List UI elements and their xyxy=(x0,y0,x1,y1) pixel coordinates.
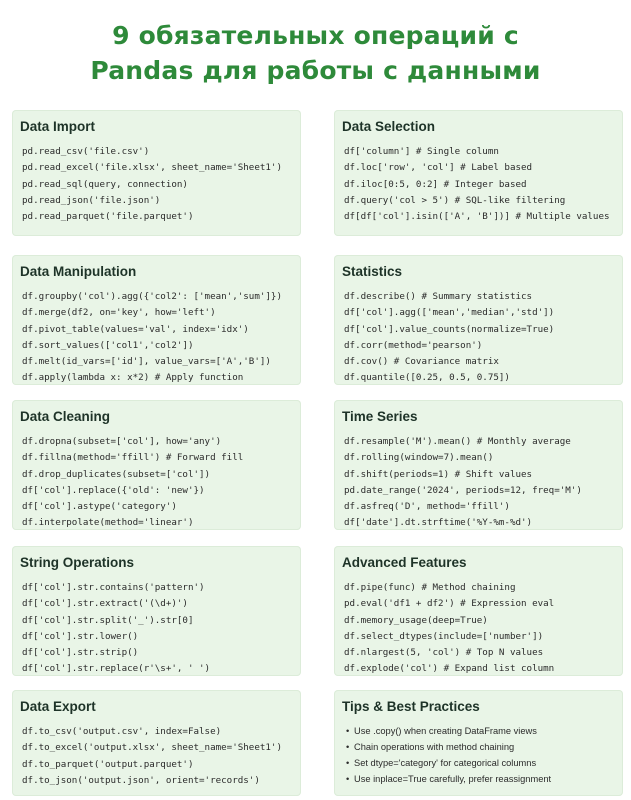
code-line: df.apply(lambda x: x*2) # Apply function xyxy=(22,372,244,384)
code-line: df.to_csv('output.csv', index=False) xyxy=(22,726,222,737)
code-line: df.resample('M').mean() # Monthly average xyxy=(344,436,571,447)
card-advanced-features xyxy=(334,546,623,676)
code-line: df.asfreq('D', method='ffill') xyxy=(344,501,510,513)
card-tips-best-practices xyxy=(334,690,623,796)
code-line: pd.eval('df1 + df2') # Expression eval xyxy=(344,598,555,610)
code-line: df['col'].agg(['mean','median','std']) xyxy=(344,307,555,319)
tips-list xyxy=(346,724,619,788)
code-line: df[df['col'].isin(['A', 'B'])] # Multiple values xyxy=(344,211,610,223)
bullet-icon: • xyxy=(346,757,350,768)
code-line: df.interpolate(method='linear') xyxy=(22,517,194,529)
code-line: df.memory_usage(deep=True) xyxy=(344,614,488,626)
tip-text: Use inplace=True carefully, prefer reassignment xyxy=(354,773,552,784)
code-list xyxy=(22,289,297,387)
code-line: df.cov() # Covariance matrix xyxy=(344,356,499,368)
code-line: df['col'].str.lower() xyxy=(22,630,139,642)
tip-text: Chain operations with method chaining xyxy=(354,741,515,752)
code-line: df.rolling(window=7).mean() xyxy=(344,452,494,464)
code-line: df['date'].dt.strftime('%Y-%m-%d') xyxy=(344,517,533,529)
code-list xyxy=(22,434,297,532)
code-line: pd.read_excel('file.xlsx', sheet_name='Sheet1') xyxy=(22,162,282,174)
tip-text: Use .copy() when creating DataFrame views xyxy=(354,726,537,736)
card-title: Time Series xyxy=(342,409,418,424)
code-line: df.to_excel('output.xlsx', sheet_name='Sheet1') xyxy=(22,742,282,754)
tip-item xyxy=(346,772,619,788)
card-title: Data Cleaning xyxy=(20,409,111,424)
code-line: df.to_parquet('output.parquet') xyxy=(22,758,194,770)
code-list xyxy=(22,724,297,789)
code-line: df['col'].replace({'old': 'new'}) xyxy=(22,484,205,496)
code-line: df['col'].str.split('_').str[0] xyxy=(22,614,194,626)
code-line: df.dropna(subset=['col'], how='any') xyxy=(22,436,222,447)
code-list xyxy=(344,580,619,678)
code-line: pd.date_range('2024', periods=12, freq='M') xyxy=(344,484,582,496)
code-line: df.corr(method='pearson') xyxy=(344,339,483,351)
page-title xyxy=(0,18,631,88)
code-line: pd.read_json('file.json') xyxy=(22,194,161,206)
bullet-icon: • xyxy=(346,741,350,752)
tip-item xyxy=(346,756,619,772)
code-line: df['col'].str.replace(r'\s+', ' ') xyxy=(22,663,211,675)
card-data-import xyxy=(12,110,301,236)
code-line: df.drop_duplicates(subset=['col']) xyxy=(22,468,211,480)
card-title: Data Selection xyxy=(342,119,436,134)
code-list xyxy=(22,580,297,678)
code-line: df.melt(id_vars=['id'], value_vars=['A','B']) xyxy=(22,356,271,368)
code-line: df['col'].str.extract('(\d+)') xyxy=(22,598,188,610)
card-data-selection xyxy=(334,110,623,236)
card-title: Data Export xyxy=(20,699,96,714)
code-line: df.groupby('col').agg({'col2': ['mean','sum']}) xyxy=(22,291,282,302)
code-line: df['col'].astype('category') xyxy=(22,501,177,513)
code-line: df.fillna(method='ffill') # Forward fill xyxy=(22,452,244,464)
page-title-line-2: Pandas для работы с данными xyxy=(90,56,541,85)
code-line: df.explode('col') # Expand list column xyxy=(344,663,555,675)
card-title: Tips & Best Practices xyxy=(342,699,480,714)
code-line: df.iloc[0:5, 0:2] # Integer based xyxy=(344,178,527,190)
page-title-line-1: 9 обязательных операций с xyxy=(112,21,519,50)
card-title: String Operations xyxy=(20,555,135,570)
card-time-series xyxy=(334,400,623,530)
code-line: pd.read_parquet('file.parquet') xyxy=(22,211,194,223)
card-title: Data Import xyxy=(20,119,96,134)
card-data-export xyxy=(12,690,301,796)
bullet-icon: • xyxy=(346,726,350,736)
code-line: pd.read_csv('file.csv') xyxy=(22,146,150,157)
tip-item xyxy=(346,724,619,740)
code-line: df.pipe(func) # Method chaining xyxy=(344,582,516,593)
code-line: df.select_dtypes(include=['number']) xyxy=(344,630,544,642)
code-list xyxy=(344,434,619,532)
code-line: pd.read_sql(query, connection) xyxy=(22,178,188,190)
card-data-cleaning xyxy=(12,400,301,530)
code-line: df.pivot_table(values='val', index='idx') xyxy=(22,323,249,335)
code-line: df.loc['row', 'col'] # Label based xyxy=(344,162,533,174)
code-line: df.merge(df2, on='key', how='left') xyxy=(22,307,216,319)
tip-text: Set dtype='category' for categorical columns xyxy=(354,757,537,768)
bullet-icon: • xyxy=(346,773,350,784)
tip-item xyxy=(346,740,619,756)
code-line: df.to_json('output.json', orient='records') xyxy=(22,774,260,786)
code-line: df['col'].str.contains('pattern') xyxy=(22,582,205,593)
code-line: df.shift(periods=1) # Shift values xyxy=(344,468,533,480)
code-line: df.describe() # Summary statistics xyxy=(344,291,533,302)
code-list xyxy=(344,144,619,225)
card-statistics xyxy=(334,255,623,385)
code-list xyxy=(344,289,619,387)
code-line: df.quantile([0.25, 0.5, 0.75]) xyxy=(344,372,510,384)
code-line: df['col'].value_counts(normalize=True) xyxy=(344,323,555,335)
code-line: df['col'].str.strip() xyxy=(22,647,139,659)
code-list xyxy=(22,144,297,225)
code-line: df.query('col > 5') # SQL-like filtering xyxy=(344,194,566,206)
code-line: df['column'] # Single column xyxy=(344,146,499,157)
card-string-operations xyxy=(12,546,301,676)
card-title: Statistics xyxy=(342,264,403,279)
card-title: Advanced Features xyxy=(342,555,467,570)
code-line: df.nlargest(5, 'col') # Top N values xyxy=(344,647,544,659)
card-data-manipulation xyxy=(12,255,301,385)
card-title: Data Manipulation xyxy=(20,264,137,279)
code-line: df.sort_values(['col1','col2']) xyxy=(22,339,194,351)
